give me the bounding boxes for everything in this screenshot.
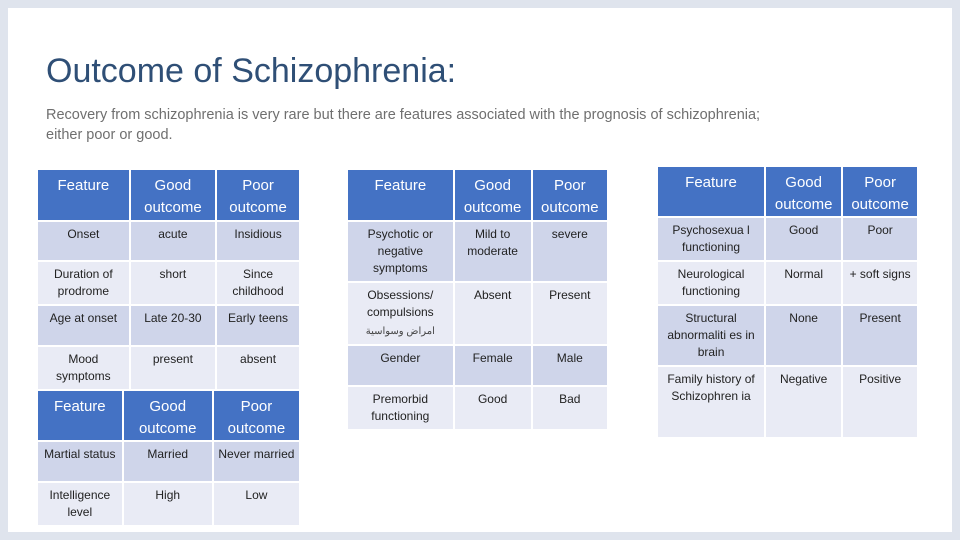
table-cell: Positive	[843, 367, 917, 437]
table-cell: Martial status	[38, 442, 122, 481]
header-poor-outcome: Poor outcome	[843, 167, 917, 216]
table-cell: present	[131, 347, 215, 389]
table-cell: Bad	[533, 387, 607, 429]
table-row	[38, 222, 299, 260]
table-row	[38, 347, 299, 389]
table-row	[658, 262, 917, 304]
table-header-row	[348, 170, 607, 220]
table-cell: short	[131, 262, 215, 304]
table-cell: Good	[766, 218, 841, 260]
outcome-table-3	[346, 168, 609, 431]
table-cell: Early teens	[217, 306, 299, 345]
table-cell: acute	[131, 222, 215, 260]
table-cell: Mood symptoms	[38, 347, 129, 389]
header-good-outcome: Good outcome	[766, 167, 841, 216]
table-row	[38, 306, 299, 345]
header-good-outcome: Good outcome	[131, 170, 215, 220]
table-cell: Late 20-30	[131, 306, 215, 345]
header-poor-outcome: Poor outcome	[214, 391, 299, 440]
table-row	[348, 346, 607, 385]
table-row	[38, 442, 299, 481]
table-header-row	[658, 167, 917, 216]
arabic-note: امراض وسواسية	[365, 326, 435, 337]
table-cell: Married	[124, 442, 212, 481]
table-cell: Poor	[843, 218, 917, 260]
table-cell: Age at onset	[38, 306, 129, 345]
table-cell: Present	[843, 306, 917, 365]
table-row	[658, 306, 917, 365]
outcome-table-4	[656, 165, 919, 439]
table-cell: Female	[455, 346, 531, 385]
header-feature: Feature	[38, 170, 129, 220]
table-cell: Psychosexua l functioning	[658, 218, 764, 260]
table-cell: Structural abnormaliti es in brain	[658, 306, 764, 365]
header-good-outcome: Good outcome	[455, 170, 531, 220]
table-cell: absent	[217, 347, 299, 389]
header-feature: Feature	[38, 391, 122, 440]
table-row	[348, 222, 607, 281]
table-cell: Low	[214, 483, 299, 525]
table-cell-text: Obsessions/ compulsions	[366, 288, 434, 319]
table-cell: Since childhood	[217, 262, 299, 304]
table-cell: Gender	[348, 346, 453, 385]
header-poor-outcome: Poor outcome	[533, 170, 607, 220]
table-cell: Present	[533, 283, 607, 344]
table-header-row	[38, 391, 299, 440]
table-cell: Negative	[766, 367, 841, 437]
table-cell: + soft signs	[843, 262, 917, 304]
outcome-table-2	[36, 389, 301, 527]
table-cell: Onset	[38, 222, 129, 260]
table-row	[38, 262, 299, 304]
header-good-outcome: Good outcome	[124, 391, 212, 440]
table-row	[348, 387, 607, 429]
table-cell: Duration of prodrome	[38, 262, 129, 304]
table-row	[658, 218, 917, 260]
table-header-row	[38, 170, 299, 220]
table-cell: Neurological functioning	[658, 262, 764, 304]
table-row	[348, 283, 607, 344]
table-cell: severe	[533, 222, 607, 281]
table-cell: Good	[455, 387, 531, 429]
table-cell: Family history of Schizophren ia	[658, 367, 764, 437]
table-cell: Normal	[766, 262, 841, 304]
table-cell: Male	[533, 346, 607, 385]
table-cell: Premorbid functioning	[348, 387, 453, 429]
table-cell: Psychotic or negative symptoms	[348, 222, 453, 281]
table-cell: High	[124, 483, 212, 525]
table-cell: Absent	[455, 283, 531, 344]
table-cell: Intelligence level	[38, 483, 122, 525]
table-row	[658, 367, 917, 437]
outcome-table-1	[36, 168, 301, 391]
header-feature: Feature	[658, 167, 764, 216]
table-cell: Mild to moderate	[455, 222, 531, 281]
table-cell: Never married	[214, 442, 299, 481]
header-feature: Feature	[348, 170, 453, 220]
header-poor-outcome: Poor outcome	[217, 170, 299, 220]
subtitle: Recovery from schizophrenia is very rare but there are features associated with the prognosis of schizophrenia; either poor or good.	[46, 107, 761, 143]
page-title: Outcome of Schizophrenia:	[46, 52, 457, 90]
table-cell: None	[766, 306, 841, 365]
table-row	[38, 483, 299, 525]
table-cell	[348, 283, 453, 344]
table-cell: Insidious	[217, 222, 299, 260]
